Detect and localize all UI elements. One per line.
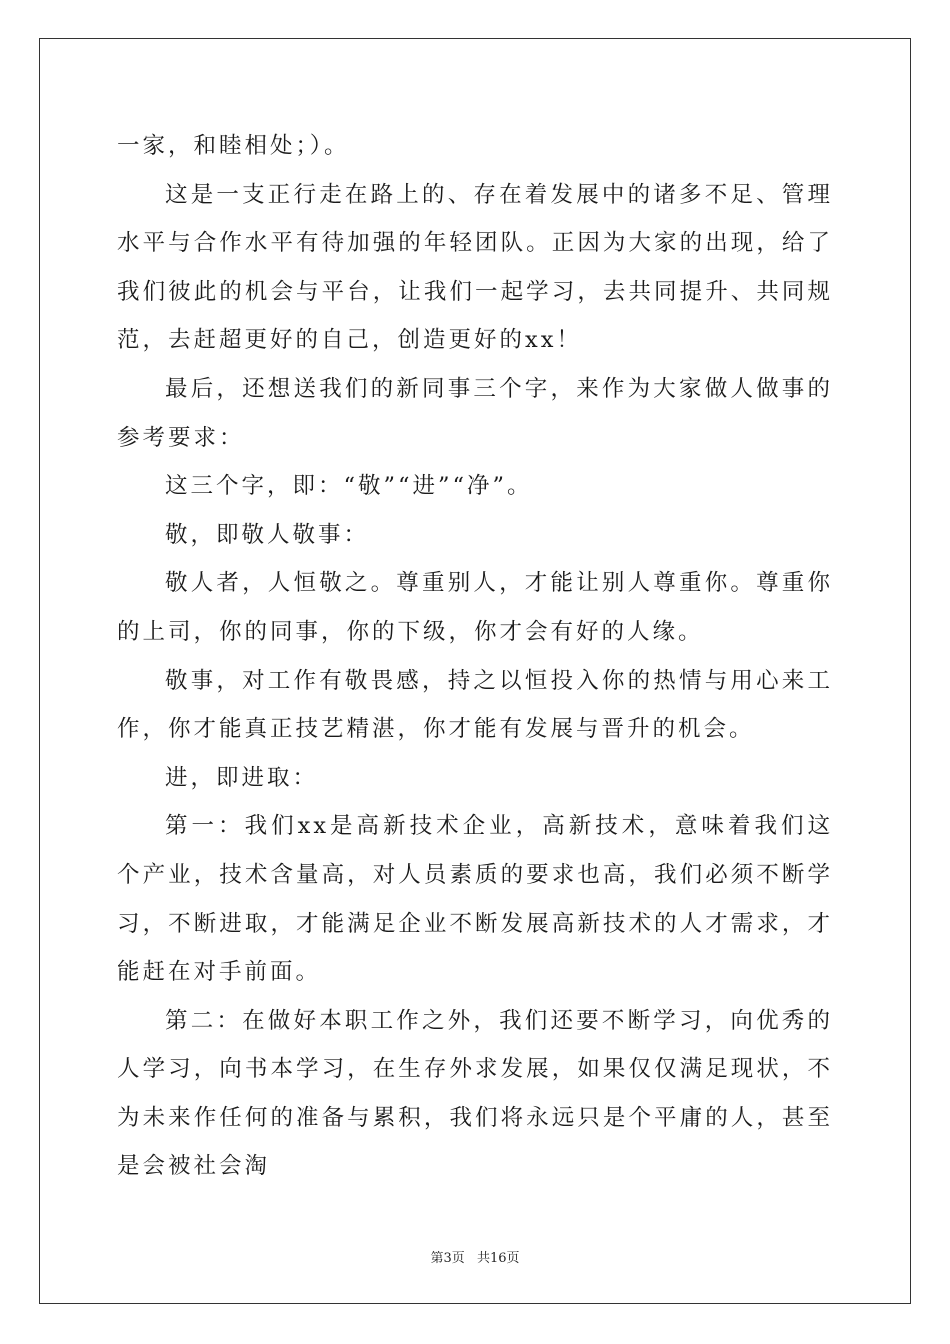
paragraph-2: 这是一支正行走在路上的、存在着发展中的诸多不足、管理水平与合作水平有待加强的年轻团队。正因为大家的出现，给了我们彼此的机会与平台，让我们一起学习，去共同提升、共同规范，去赶超更好的自己，创造更好的xx！ <box>117 181 833 354</box>
paragraph-5: 敬，即敬人敬事： <box>165 521 370 548</box>
paragraph-4: 这三个字，即：“敬”“进”“净”。 <box>165 473 533 500</box>
paragraph-6: 敬人者，人恒敬之。尊重别人，才能让别人尊重你。尊重你的上司，你的同事，你的下级，你才会有好的人缘。 <box>117 570 833 645</box>
page-number: 第3页 <box>430 1251 465 1266</box>
paragraph-10: 第二：在做好本职工作之外，我们还要不断学习，向优秀的人学习，向书本学习，在生存外求发展，如果仅仅满足现状，不为未来作任何的准备与累积，我们将永远只是个平庸的人，甚至是会被社会淘 <box>117 1007 833 1180</box>
paragraph-8: 进，即进取： <box>165 764 319 791</box>
page-total: 共16页 <box>476 1251 520 1266</box>
document-body <box>117 122 833 1191</box>
paragraph-3: 最后，还想送我们的新同事三个字，来作为大家做人做事的参考要求： <box>117 375 833 451</box>
page-footer <box>0 1247 950 1266</box>
paragraph-9: 第一：我们xx是高新技术企业，高新技术，意味着我们这个产业，技术含量高，对人员素质的要求也高，我们必须不断学习，不断进取，才能满足企业不断发展高新技术的人才需求，才能赶在对手前面。 <box>117 813 833 986</box>
paragraph-7: 敬事，对工作有敬畏感，持之以恒投入你的热情与用心来工作，你才能真正技艺精湛，你才能有发展与晋升的机会。 <box>117 667 833 743</box>
paragraph-1: 一家，和睦相处；）。 <box>117 133 350 159</box>
